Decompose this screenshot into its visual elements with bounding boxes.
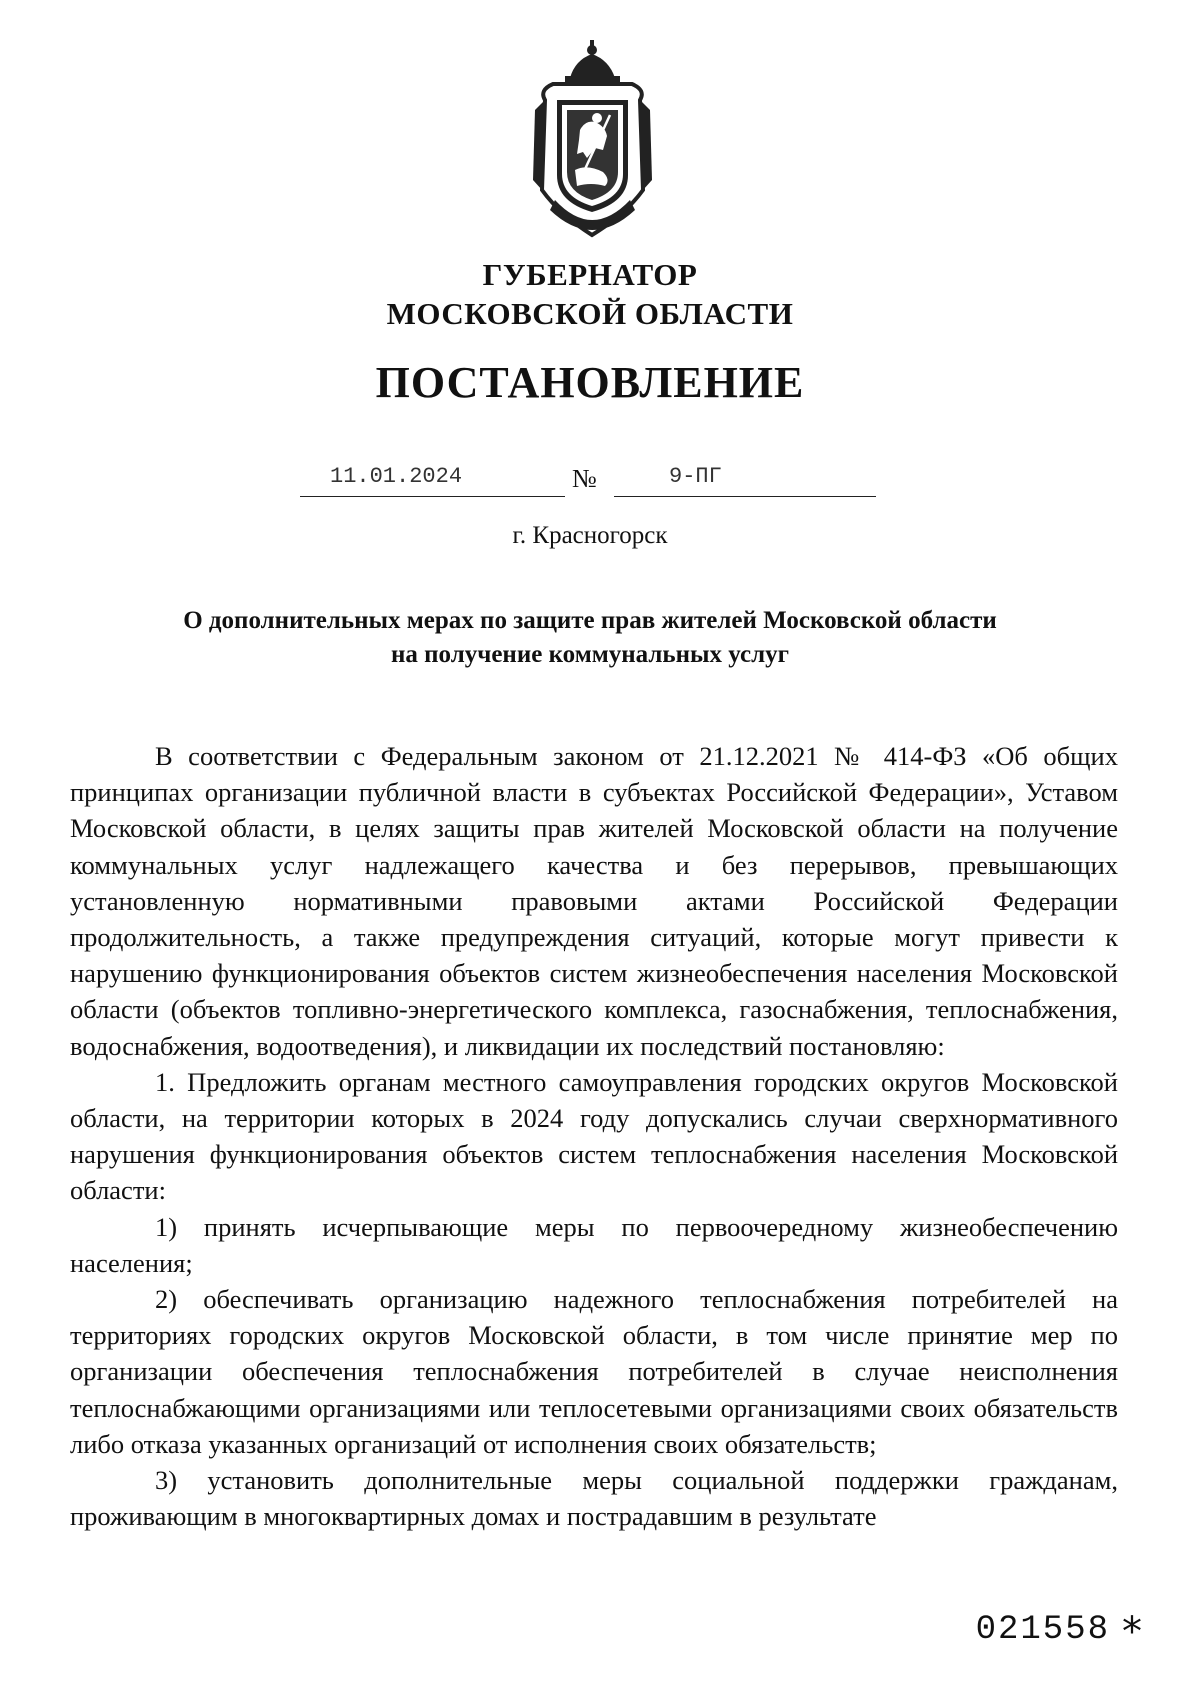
authority-title-line1: ГУБЕРНАТОР (482, 257, 698, 292)
document-number: 9-ПГ (669, 464, 722, 489)
date-field (300, 462, 565, 497)
item-1-paragraph: 1. Предложить органам местного самоуправления городских округов Московской области, на территории которых в 2024 году допускались случаи сверхнормативного нарушения функционирования объектов систем теплоснабжения населения Московской области: (70, 1066, 1118, 1206)
coat-of-arms-emblem (525, 40, 660, 240)
document-type-heading: ПОСТАНОВЛЕНИЕ (375, 358, 805, 407)
subitem-2-paragraph: 2) обеспечивать организацию надежного теплоснабжения потребителей на территориях городских округов Московской области, в том числе принятие мер по организации обеспечения теплоснабжения потребителей в случае неисполнения теплоснабжающими организациями или теплосетевыми организациями своих обязательств либо отказа указанных организаций от исполнения своих обязательств; (70, 1284, 1118, 1459)
document-body (70, 738, 1118, 1534)
preamble-paragraph: В соответствии с Федеральным законом от 21.12.2021 № 414-ФЗ «Об общих принципах организации публичной власти в субъектах Российской Федерации», Уставом Московской области, в целях защиты прав жителей Московской области на получение коммунальных услуг надлежащего качества и без перерывов, превышающих установленную нормативными правовыми актами Российской Федерации продолжительность, а также предупреждения ситуаций, которые могут привести к нарушению функционирования объектов систем жизнеобеспечения населения Московской области (объектов топливно-энергетического комплекса, газоснабжения, теплоснабжения, водоснабжения, водоотведения), и ликвидации их последствий постановляю: (70, 741, 1118, 1061)
subject-line2: на получение коммунальных услуг (390, 641, 789, 668)
subitem-3-paragraph: 3) установить дополнительные меры социальной поддержки гражданам, проживающим в многоквартирных домах и пострадавшим в результате (70, 1465, 1118, 1532)
document-date: 11.01.2024 (330, 464, 463, 489)
number-field (614, 462, 876, 497)
document-city: г. Красногорск (512, 522, 668, 549)
asterisk-mark: * (1122, 1609, 1142, 1655)
number-sign: № (572, 464, 597, 493)
authority-title-line2: МОСКОВСКОЙ ОБЛАСТИ (386, 296, 794, 331)
subject-line1: О дополнительных мерах по защите прав жителей Московской области (183, 607, 997, 634)
serial-number: 021558 (975, 1611, 1110, 1649)
subitem-1-paragraph: 1) принять исчерпывающие меры по первоочередному жизнеобеспечению населения; (70, 1211, 1118, 1278)
